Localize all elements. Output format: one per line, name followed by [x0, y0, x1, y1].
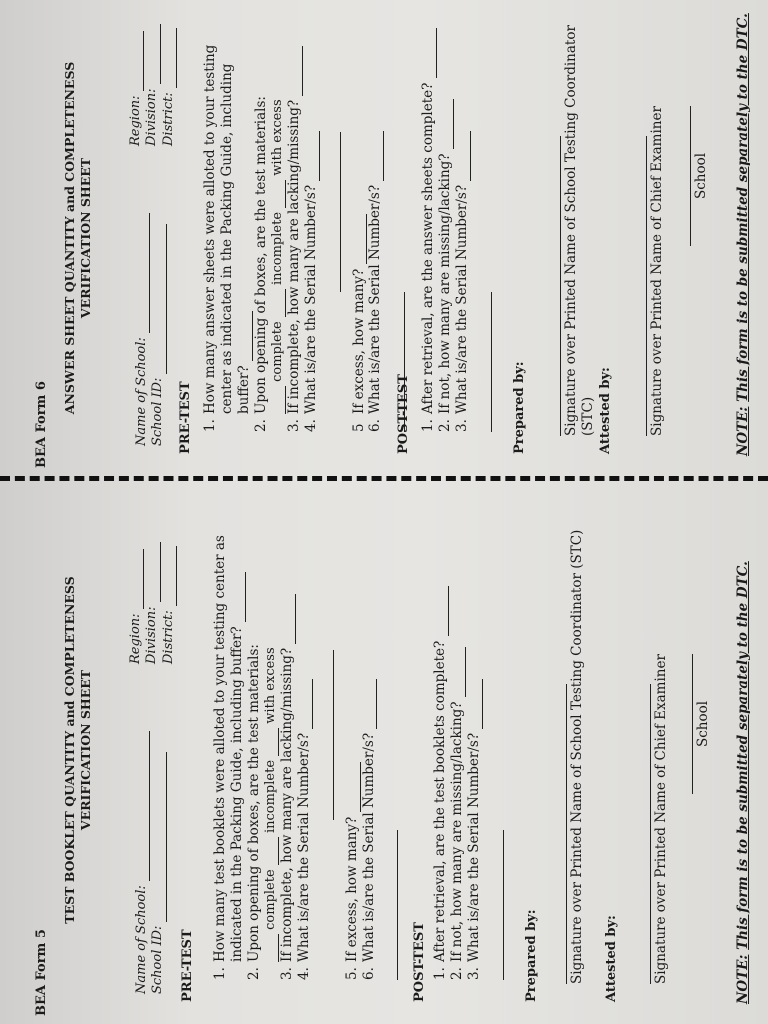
title-line-1: ANSWER SHEET QUANTITY and COMPLETENESS	[62, 61, 77, 415]
post-question-3: 3. What is/are the Serial Number/s?	[466, 490, 483, 980]
answer-line[interactable]	[319, 650, 334, 820]
school-signature: School	[690, 106, 710, 246]
excess-field[interactable]	[266, 728, 279, 756]
submission-note: NOTE: This form is to be submitted separately to the DTC.	[735, 13, 751, 456]
posttest-heading: POST-TEST	[396, 374, 411, 454]
answer-field[interactable]	[348, 762, 361, 812]
stc-signature: Signature over Printed Name of School Testing Coordinator (STC)	[566, 530, 586, 984]
question-4: 4. What is/are the Serial Number/s?	[296, 490, 313, 980]
form-code: BEA Form 5	[34, 929, 49, 1016]
question-1: 1. How many answer sheets were alloted to your testing center as indicated in the Packing Guide, including buffer?	[202, 44, 252, 432]
name-of-school-label: Name of School:	[134, 337, 149, 446]
answer-field[interactable]	[300, 679, 313, 729]
answer-field[interactable]	[233, 572, 246, 622]
question-2-options: complete incomplete with excess	[263, 490, 279, 980]
form-title	[62, 476, 95, 1024]
name-of-school-label: Name of School:	[134, 885, 149, 994]
stc-signature: Signature over Printed Name of School Testing Coordinator (STC)	[560, 0, 597, 436]
posttest-heading: POST-TEST	[412, 922, 427, 1002]
question-6: 6. What is/are the Serial Number/s?	[367, 12, 384, 432]
school-id-label: School ID:	[150, 377, 166, 446]
answer-line[interactable]	[383, 830, 398, 980]
chief-examiner-signature: Signature over Printed Name of Chief Examiner	[646, 106, 666, 436]
pretest-heading: PRE-TEST	[178, 381, 193, 454]
posttest-items	[432, 490, 504, 980]
school-signature: School	[692, 654, 712, 794]
pretest-heading: PRE-TEST	[180, 929, 195, 1002]
question-2: 2. Upon opening of boxes, are the test materials:	[252, 96, 269, 432]
answer-field[interactable]	[453, 647, 466, 697]
question-2: 2. Upon opening of boxes, are the test materials:	[245, 644, 262, 980]
location-info	[128, 543, 177, 665]
post-question-3: 3. What is/are the Serial Number/s?	[454, 12, 471, 432]
chief-examiner-signature: Signature over Printed Name of Chief Examiner	[650, 654, 670, 984]
question-4: 4. What is/are the Serial Number/s?	[303, 12, 320, 432]
region-field[interactable]	[131, 549, 144, 609]
post-question-2: 2. If not, how many are missing/lacking?	[437, 12, 454, 432]
question-2-options: complete incomplete with excess	[270, 12, 286, 432]
submission-note: NOTE: This form is to be submitted separately to the DTC.	[735, 561, 751, 1004]
signature-line[interactable]	[566, 684, 567, 984]
prepared-by-label: Prepared by:	[524, 909, 539, 1002]
signature-line[interactable]	[650, 684, 651, 984]
attested-by-label: Attested by:	[598, 367, 613, 454]
post-question-1: 1. After retrieval, are the test booklets complete?	[432, 490, 449, 980]
pretest-items	[212, 490, 398, 980]
answer-line[interactable]	[489, 830, 504, 980]
question-3: 3. If incomplete, how many are lacking/missing?	[286, 12, 303, 432]
school-id-label: School ID:	[150, 925, 166, 994]
title-line-2: VERIFICATION SHEET	[78, 157, 94, 319]
district-label: District:	[160, 92, 176, 146]
division-label: Division:	[144, 88, 160, 146]
answer-field[interactable]	[283, 594, 296, 644]
question-5: 5 If excess, how many?	[351, 12, 368, 432]
question-5: 5. If excess, how many?	[344, 490, 361, 980]
incomplete-field[interactable]	[266, 837, 279, 865]
post-question-2: 2. If not, how many are missing/lacking?	[449, 490, 466, 980]
answer-field[interactable]	[436, 586, 449, 636]
title-line-1: TEST BOOKLET QUANTITY and COMPLETENESS	[62, 576, 77, 924]
division-field[interactable]	[148, 543, 161, 603]
name-of-school-field[interactable]	[137, 731, 150, 881]
division-label: Division:	[144, 606, 160, 664]
question-6: 6. What is/are the Serial Number/s?	[361, 490, 378, 980]
form-code: BEA Form 6	[34, 381, 49, 468]
school-info	[134, 731, 167, 994]
district-label: District:	[160, 610, 176, 664]
question-3: 3. If incomplete, how many are lacking/missing?	[279, 490, 296, 980]
answer-field[interactable]	[470, 679, 483, 729]
question-1: 1. How many test booklets were alloted to your testing center as indicated in the Packing Guide, including buffer?	[212, 535, 245, 980]
answer-field[interactable]	[364, 679, 377, 729]
post-question-1: 1. After retrieval, are the answer sheets complete?	[420, 12, 437, 432]
attested-by-label: Attested by:	[604, 915, 619, 1002]
school-id-field[interactable]	[154, 752, 167, 922]
complete-field[interactable]	[266, 934, 279, 962]
title-line-2: VERIFICATION SHEET	[78, 669, 94, 831]
region-label: Region:	[128, 95, 143, 146]
school-line[interactable]	[692, 654, 693, 794]
district-field[interactable]	[164, 546, 177, 606]
prepared-by-label: Prepared by:	[512, 361, 527, 454]
region-label: Region:	[128, 613, 143, 664]
